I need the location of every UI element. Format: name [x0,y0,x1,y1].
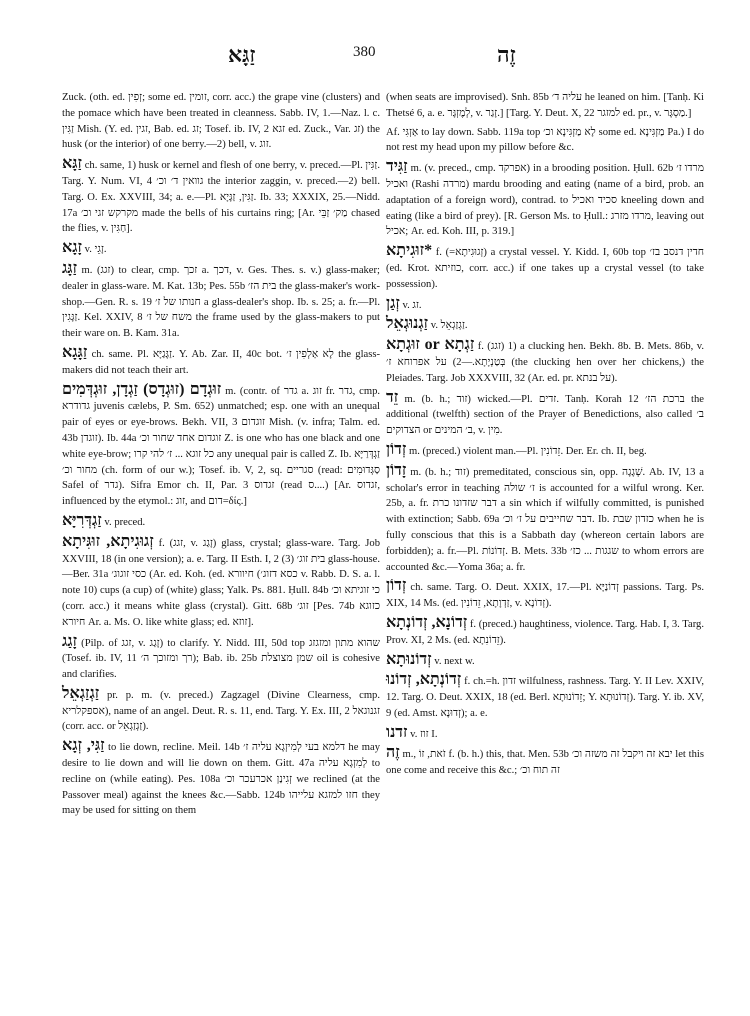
entry-text: m., זֹאת, זוֹ f. (b. h.) this, that. Men. 53b יבא זה ויקבל זה משזה וכ׳ let this one come and receive this &c.; זה תוח וכ׳ [386,749,704,777]
running-headword-left: זַגָּא [228,42,256,68]
entry-text: v. preced. [104,516,146,528]
dictionary-entry [386,390,704,439]
entry-headword: זְדוֹן [386,577,407,595]
dictionary-entry [386,463,704,576]
entry-headword: זַגְזַגְאֵל [62,684,100,702]
dictionary-entry [62,382,380,510]
entry-headword: זָגָא [62,239,83,257]
entry-text: m. (b. h.; זוד) wicked.—Pl. זדים. Tanḥ. Korah 12 ברכת הז׳ the additional (twelfth) section of the Prayer of Benedictions, also called ב׳ הצדוקים or ב׳ המינים, v. מִין. [386,393,704,437]
entry-text: m. (v. preced., cmp. אפרקד) in a brooding position. Ḥull. 62b מרדו ז׳ ואכיל (Rashi מרדה) mardu brooding and eating (name of a bird, prob. an adaptation of a foreign word), contrad. to סכיד ואכיל kneeling down and eating (like a bird of prey). [R. Gerson Ms. to Ḥull.: מרדו מזרג, leaving out אכיל; Ar. ed. Koh. III, p. 319.] [386,163,705,238]
dictionary-entry [386,90,704,122]
entry-text: ch. same, 1) husk or kernel and flesh of one berry, v. preced.—Pl. זַגִּין. Targ. Y. Num. VI, 4 גוואין ד׳ וכ׳ the interior zaggin, v. preced.—2) bell. Targ. O. Ex. XXVIII, 34; a. e.—Pl. זַגִּין, זַגָּיָא. Ib. 33; XXXIX, 25.—Nidd. 17a מקרקש זגי וכ׳ made the bells of his curtains ring; [Ar. מַק׳ זַבֵּי chased the flies, v. חַגִּין]. [62,160,381,235]
entry-text: ch. same. Pl. זַגָּגַיָּא. Y. Ab. Zar. II, 40c bot. לָא אַלְפִין ז׳ the glass-makers did not teach their art. [62,348,380,376]
entry-text: Af. אַזְגִּי to lay down. Sabb. 119a top לָא מַזְגִּינָא וכ׳ some ed. מַזְגִּינָא Pa.) I do not rest my head upon my pillow before &c. [386,126,704,154]
entry-headword: זְגוּגִיתָא, זוּגִּיתָא [62,532,154,550]
dictionary-entry [386,725,704,743]
entry-headword: *זוּגִיתָא [386,242,433,260]
page-header [0,42,750,72]
entry-headword: זְדוֹנְתָא, זְדוֹנוּ [386,671,462,689]
entry-text: f. (preced.) haughtiness, violence. Targ. Hab. I, 3. Targ. Prov. XI, 2 Ms. (ed. זֵדוֹנִתָא). [386,618,704,646]
entry-text: v. זָגֵי. [84,244,107,256]
entry-text: (Pilp. of זגג, v. זָגַג) to clarify. Y. Nidd. III, 50d top שהוא מתון ומזגזג (Tosef. ib. IV, 11 רך ומזוכך ה׳); Bab. ib. 25b שמן מצוצלת oil is cohesive and clarifies. [62,637,381,681]
dictionary-entry [62,513,380,531]
left-column [62,90,380,822]
entry-headword: זַגְתָא or זוּגְתָא [386,336,475,354]
entry-headword: זֶה [386,744,400,762]
entry-text: Zuck. (oth. ed. זְפִין; some ed. זומין, corr. acc.) the grape vine (clusters) and the pomace which have been treated in cleanness. Sabb. IV, 1.—Naz. l. c. זַגִּין Mish. (Y. ed. זגין, Bab. ed. זג; Tosef. ib. IV, 2 זגא ed. Zuck., Var. זג) the husk (or the interior) of one berry.—2) bell, v. זוג. [62,92,381,151]
entry-headword: זַגְנוּגְאֵל [386,315,429,333]
dictionary-entry [386,615,704,649]
dictionary-entry [386,672,704,721]
page-number: 380 [353,44,376,60]
entry-text: f. (זגג) 1) a clucking hen. Bekh. 8b. B. Mets. 86b, v. בְּטַנְיָתָא.—2) על אפרוחא ז׳ (the clucking hen over her chickens,) the Pleiades. Targ. Job XXXVIII, 32 (Ar. ed. pr. על בנתא). [386,341,705,384]
entry-text: m. (preced.) violent man.—Pl. זֵדוֹנִין. Der. Er. ch. II, beg. [408,445,647,457]
entry-headword: זָגַג [62,632,78,650]
dictionary-entry [386,296,704,314]
dictionary-entry [62,261,380,342]
entry-headword: זַגִּי, זְגָא [62,737,105,755]
entry-text: m. (זגג) to clear, cmp. זכך a. דכך, v. Ges. Thes. s. v.) glass-maker; dealer in glass-ware. M. Kat. 13b; Pes. 55b בית הז׳ the glass-maker's work-shop.—Gen. R. s. 19 חנותו של ז׳ a glass-dealer's shop. Ib. s. 25; a. fr.—Pl. זַגָּגִין. Kel. XXIV, 8 משח של ז׳ the frame used by the glass-makers to put their ware on. B. Kam. 31a. [62,264,381,340]
entry-headword: זַגָּגָא [62,343,88,361]
entry-headword: זָדוֹן [386,461,407,479]
entry-headword: זְגַן [386,294,400,312]
dictionary-entry [386,442,704,460]
dictionary-entry [62,634,380,683]
entry-headword: זְדוֹן [386,440,407,458]
entry-text: pr. p. m. (v. preced.) Zagzagel (Divine Clearness, cmp. אספקלריא), name of an angel. Deut. R. s. 11, end. Targ. Y. Ex. III, 2 זגנוגאל (corr. acc. or זַגְזַגְאֵל). [62,689,380,733]
entry-text: v. זג. [402,299,422,311]
dictionary-entry [386,652,704,670]
dictionary-entry [62,534,380,631]
entry-headword: זְדוֹנוּתָא [386,650,432,668]
entry-text: to lie down, recline. Meil. 14b דלמא בעי לְמִיזְגָא עליה ז׳ he may desire to lie down and will lie down on them. Gitt. 47a לְמִזְגָא עליה to recline on (while eating). Pes. 108a זְגִינַן אכרעכר וכ׳ we reclined (at the Passover meal) against the knees &c.—Sabb. 124b חזו למזגא עלייהו they may be used for sitting on them [62,742,381,817]
dictionary-entry [386,745,704,779]
dictionary-entry [386,243,704,292]
entry-text: v. next w. [434,655,475,667]
entry-headword: זדנו [386,723,408,741]
right-column [386,90,704,782]
dictionary-entry [62,345,380,379]
dictionary-entry [62,156,380,237]
entry-text: f. (=זְגוּגִיתָא) a crystal vessel. Y. Kidd. I, 60b top חדין דנסב בז׳ (ed. Krot. כוזיתא, corr. acc.) if one takes up a crystal vessel (to take possession). [386,247,705,290]
dictionary-entry [386,316,704,334]
entry-text: ch. same. Targ. O. Deut. XXIX, 17.—Pl. זְדוֹנַיָּא passions. Targ. Ps. XIX, 14 Ms. (ed. זַדְוָתָא, זֵדוֹנִין, v. זְדוֹנָא). [386,582,704,610]
entry-text: v. זַגְזַגְאֵל. [430,320,468,332]
entry-text: m. (contr. of גדר a. זוג fr. גדר, cmp. גדודרא juvenis cælebs, P. Sm. 652) unmatched; esp. one with an unequal pair of eyes or eye-brows. Bekh. VII, 3 זוגדום Mish. (v. infra; Talm. ed. 43b זוגדן). Ib. 44a זוגדום אחד שחור וכ׳ Z. is one who has one black and one white eye-brow; כל זוגא ... ז׳ להי קרו any unequal pair is called Z. Ib. זַגְדְּרַיָּא מחור וכ׳ (ch. form of our w.); Tosef. ib. V, 2, sq. סגריים (read: סַגְּדוּמִים Safel of גדר). Sifra Emor ch. II, Par. 3 זגדוס (read ס....) [Ar. זגדוס, influenced by the etymol.: זוג, and דום=δίς.] [62,385,381,508]
entry-headword: זֵד [386,388,399,406]
dictionary-entry [62,738,380,819]
dictionary-entry [62,686,380,735]
entry-text: v. זוז I. [410,728,438,740]
dictionary-entry [62,240,380,258]
dictionary-entry [386,337,704,386]
running-headword-right: זֶה [497,42,516,68]
dictionary-entry [386,125,704,157]
entry-headword: זַגְדְּרִיָּא [62,511,102,529]
dictionary-entry [62,90,380,153]
dictionary-entry [386,578,704,612]
entry-text: f. (זגג, v. זָגַג) glass, crystal; glass-ware. Targ. Job XXVIII, 18 (in one version); a. e. Targ. II Esth. I, 2 (3) בית זוג׳ glass-house.—Ber. 31a כסי זוגוג׳ (Ar. ed. Koh. (ed. חיוורא (כסא דזוג׳ v. Rabb. D. S. a. l. note 10) cups (a cup) of (white) glass; Yalk. Ps. 881. Ḥull. 84b כי זוגיתא וכ׳ (corr. acc.) it means white glass (crystal). Gitt. 68b זוג׳ [Pes. 74b כזוגא חיורא Ar. a. Ms. O. like white glass; ed. זוזא]. [62,537,381,628]
entry-headword: זַגָּג [62,259,78,277]
entry-headword: זְדוֹנָא, זְדוֹנְתָא [386,613,468,631]
entry-headword: זוּגְדָם (זוּגְדָס) זַגְדָן, זוּגְדְּמִים [62,380,222,398]
dictionary-entry [386,159,704,240]
entry-text: (when seats are improvised). Snh. 85b עליה ד׳ he leaned on him. [Tanḥ. Ki Thetsé 6, a. e. לְמֶזְגָּר, v. זָגַר.] [Targ. Y. Deut. X, 22 למזגר ed. pr., v. מַסְגָּר.] [386,92,705,119]
entry-headword: זַגָּא [62,155,83,173]
entry-headword: זַגִּיד [386,158,408,176]
entry-text: f. ch.=h. זדון wilfulness, rashness. Targ. Y. II Lev. XXIV, 12. Targ. O. Deut. XXIX, 18 (ed. Berl. זֵדוֹנוּתָא; Y. זְדוֹנוּתָא). Targ. Y. ib. XV, 9 (ed. Amst. זְדוּנָא); a. e. [386,676,705,719]
entry-text: m. (b. h.; זוד) premeditated, conscious sin, opp. שְׁגָגָה. Ab. IV, 13 a scholar's error in teaching ז׳ שולה is accounted for a wilful wrong. Ker. 25b, a. fr. דבר שזדונו כרת a sin which if wilfully committed, is punished with extinction; Sabb. 69a דבר שחייבים על ז׳ וכ׳. Ib. כזדון שבת when he is fully conscious that this is a Sabbath day (whereon certain labors are forbidden); a. fr.—Pl. זְדוֹנוֹת. B. Mets. 33b שגגות ... כז׳ to whom errors are accounted &c.—Yoma 36a; a. fr. [386,466,704,573]
